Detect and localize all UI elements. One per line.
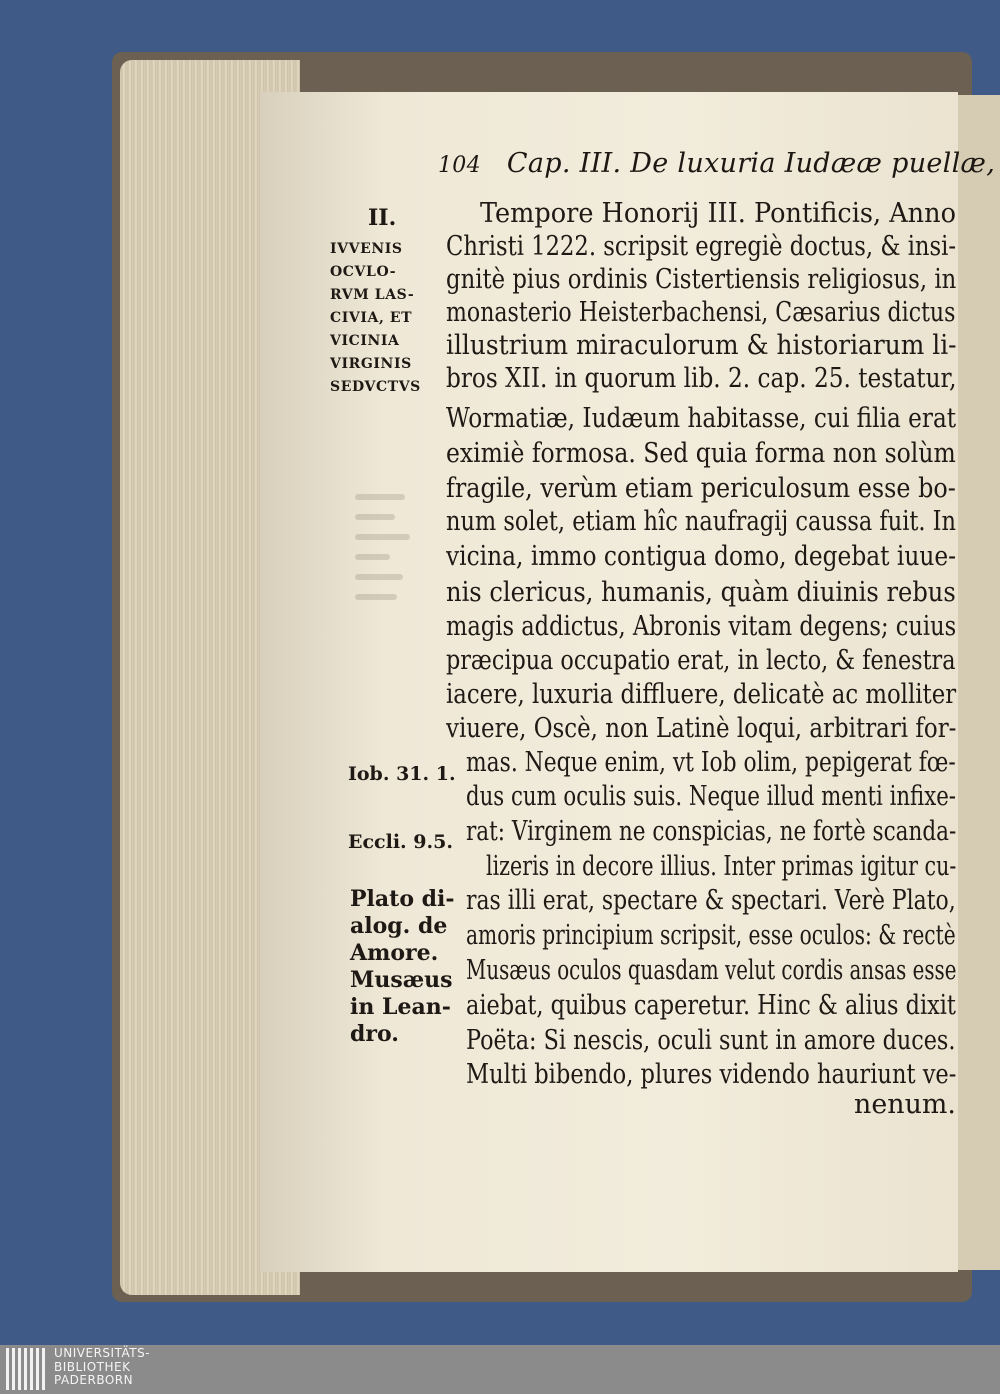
text-line: ras illi erat, spectare & spectari. Verè Plato, — [466, 885, 956, 916]
text-line: eximiè formosa. Sed quia forma non solùm — [446, 438, 956, 469]
text-line: vicina, immo contigua domo, degebat iuue- — [446, 541, 957, 572]
text-line: num solet, etiam hîc naufragij caussa fuit. In — [446, 506, 957, 537]
text-line: Christi 1222. scripsit egregiè doctus, & insi- — [446, 231, 957, 262]
text-line: gnitè pius ordinis Cistertiensis religiosus, in — [446, 264, 957, 295]
margin-note-citation: Eccli. 9.5. — [348, 831, 453, 853]
text-line: nenum. — [854, 1089, 956, 1120]
margin-note: CIVIA, ET — [330, 310, 413, 326]
text-line: præcipua occupatio erat, in lecto, & fenestra — [446, 645, 956, 676]
text-line: Musæus oculos quasdam velut cordis ansas esse — [466, 955, 957, 986]
text-line: Wormatiæ, Iudæum habitasse, cui filia erat — [446, 403, 957, 434]
text-line: magis addictus, Abronis vitam degens; cuius — [446, 611, 957, 642]
text-line: lizeris in decore illius. Inter primas igitur cu- — [486, 851, 957, 882]
text-line: monasterio Heisterbachensi, Cæsarius dictus — [446, 297, 956, 328]
margin-note-citation: Amore. — [350, 940, 439, 966]
text-line: Multi bibendo, plures videndo hauriunt ve- — [466, 1059, 957, 1090]
text-line: aiebat, quibus caperetur. Hinc & alius dixit — [466, 990, 956, 1021]
text-line: amoris principium scripsit, esse oculos: & rectè — [466, 920, 956, 951]
text-line: rat: Virginem ne conspicias, ne fortè scanda- — [466, 816, 957, 847]
text-line: nis clericus, humanis, quàm diuinis rebus — [446, 577, 956, 608]
margin-note: VIRGINIS — [330, 356, 412, 372]
chapter-title: Cap. III. De luxuria Iudææ puellæ, — [506, 148, 996, 179]
margin-note: OCVLO- — [330, 264, 397, 280]
text-line: Poëta: Si nescis, oculi sunt in amore duces. — [466, 1025, 956, 1056]
text-line: bros XII. in quorum lib. 2. cap. 25. testatur, — [446, 363, 957, 394]
text-line: mas. Neque enim, vt Iob olim, pepigerat fœ- — [466, 747, 956, 778]
facing-page-edge — [958, 95, 1000, 1270]
text-line: dus cum oculis suis. Neque illud menti infixe- — [466, 781, 956, 812]
logo-line: BIBLIOTHEK — [54, 1359, 131, 1374]
logo-line: UNIVERSITÄTS- — [54, 1346, 151, 1360]
text-line: iacere, luxuria diffluere, delicatè ac molliter — [446, 679, 957, 710]
margin-note-citation: Iob. 31. 1. — [348, 763, 456, 785]
library-logo-icon — [4, 1348, 50, 1390]
margin-note-citation: dro. — [350, 1021, 399, 1047]
margin-note: VICINIA — [330, 333, 400, 349]
library-logo-text — [54, 1347, 150, 1388]
margin-note: SEDVCTVS — [330, 379, 421, 395]
logo-line: PADERBORN — [54, 1373, 134, 1387]
margin-note-citation: Musæus — [350, 967, 453, 993]
margin-note-number: II. — [368, 205, 397, 231]
text-line: illustrium miraculorum & historiarum li- — [446, 330, 957, 361]
margin-note-citation: Plato di- — [350, 886, 455, 912]
margin-note: RVM LAS- — [330, 287, 415, 303]
margin-note: IVVENIS — [330, 241, 403, 257]
margin-note-citation: in Lean- — [350, 994, 451, 1020]
bleed-through-marks — [355, 480, 415, 700]
text-line: viuere, Oscè, non Latinè loqui, arbitrari for- — [446, 713, 957, 744]
page-number: 104 — [438, 153, 481, 178]
text-line: fragile, verùm etiam periculosum esse bo- — [446, 473, 956, 504]
text-line: Tempore Honorij III. Pontificis, Anno — [480, 198, 956, 229]
margin-note-citation: alog. de — [350, 913, 448, 939]
running-head — [438, 148, 995, 179]
